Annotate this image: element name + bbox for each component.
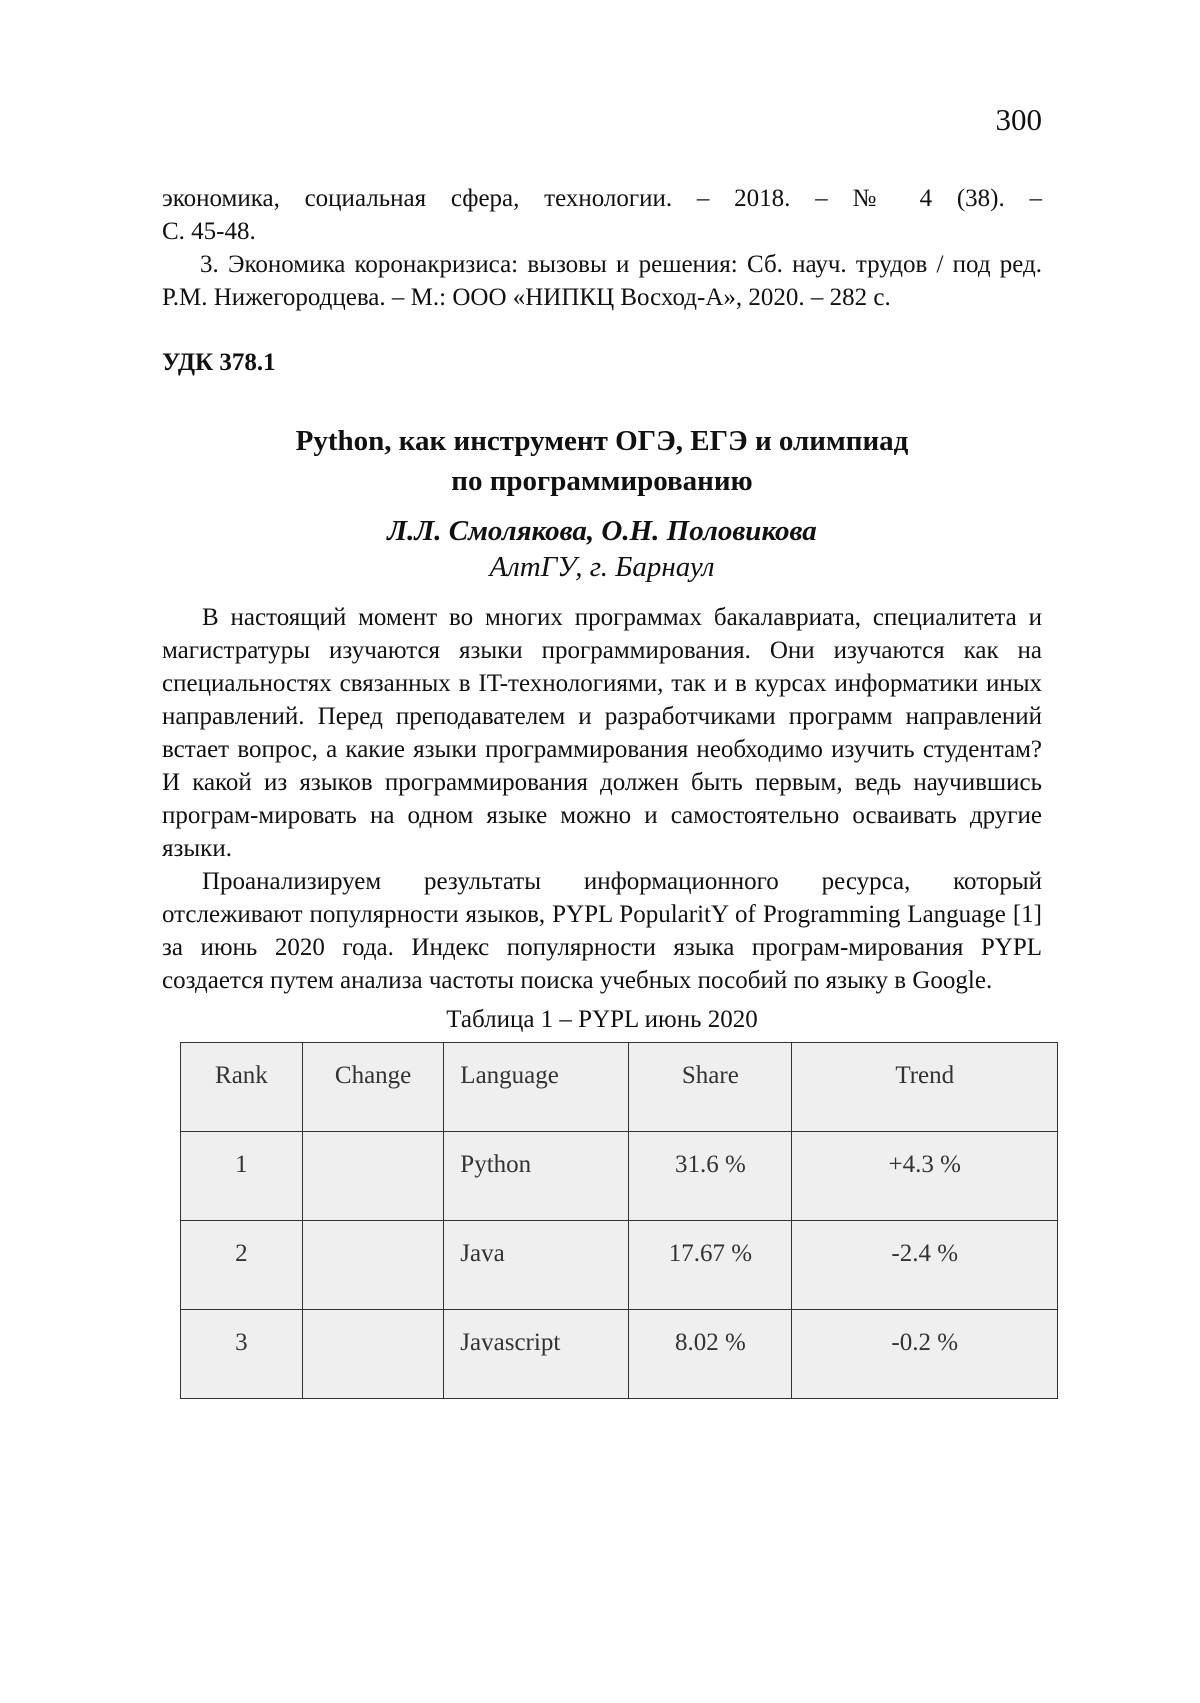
table-row — [181, 1310, 1058, 1399]
article-authors: Л.Л. Смолякова, О.Н. Половикова — [387, 515, 817, 547]
body-paragraph-2: Проанализируем результаты информационного ресурса, который отслеживают популярности языков, PYPL PopularitY of Programming Language [1] за июнь 2020 года. Индекс популярности языка програм-мирования PYPL создается путем анализа частоты поиска учебных пособий по языку в Google. — [162, 868, 1042, 994]
header-change: Change — [302, 1043, 443, 1132]
cell-change — [302, 1132, 443, 1221]
cell-language: Python — [444, 1132, 629, 1221]
udk-code: УДК 378.1 — [162, 349, 276, 376]
page-number: 300 — [995, 102, 1042, 137]
cell-share: 17.67 % — [629, 1221, 792, 1310]
article-title-line-2: по программированию — [451, 465, 753, 497]
reference-continuation-line-2: С. 45-48. — [162, 218, 256, 245]
cell-share: 31.6 % — [629, 1132, 792, 1221]
header-rank: Rank — [181, 1043, 303, 1132]
body-paragraph-1: В настоящий момент во многих программах бакалавриата, специалитета и магистратуры изучаются языки программирования. Они изучаются как на специальностях связанных в IT-технологиями, так и в курсах информатики иных направлений. Перед преподавателем и разработчиками программ направлений встает вопрос, а какие языки программирования необходимо изучить студентам? И какой из языков программирования должен быть первым, ведь научившись програм-мировать на одном языке можно и самостоятельно осваивать другие языки. — [162, 604, 1042, 862]
cell-change — [302, 1310, 443, 1399]
pypl-table — [180, 1042, 1058, 1399]
reference-continuation-line-1: экономика, социальная сфера, технологии. – 2018. – № 4 (38). – — [162, 185, 1042, 212]
table-caption: Таблица 1 – PYPL июнь 2020 — [446, 1006, 758, 1033]
cell-rank: 3 — [181, 1310, 303, 1399]
article-title — [162, 421, 1042, 501]
reference-continuation — [162, 182, 1042, 248]
header-trend: Trend — [792, 1043, 1058, 1132]
table-header-row — [181, 1043, 1058, 1132]
cell-trend: -0.2 % — [792, 1310, 1058, 1399]
cell-change — [302, 1221, 443, 1310]
article-title-line-1: Python, как инструмент ОГЭ, ЕГЭ и олимпиад — [295, 425, 909, 457]
cell-trend: +4.3 % — [792, 1132, 1058, 1221]
header-share: Share — [629, 1043, 792, 1132]
table-row — [181, 1132, 1058, 1221]
cell-rank: 1 — [181, 1132, 303, 1221]
cell-language: Java — [444, 1221, 629, 1310]
page-content — [162, 100, 1042, 1399]
header-language: Language — [444, 1043, 629, 1132]
table-row — [181, 1221, 1058, 1310]
cell-trend: -2.4 % — [792, 1221, 1058, 1310]
cell-language: Javascript — [444, 1310, 629, 1399]
cell-rank: 2 — [181, 1221, 303, 1310]
cell-share: 8.02 % — [629, 1310, 792, 1399]
reference-item-3: 3. Экономика коронакризиса: вызовы и решения: Сб. науч. трудов / под ред. Р.М. Нижегородцева. – М.: ООО «НИПКЦ Восход-А», 2020. – 282 с. — [162, 251, 1042, 311]
article-affiliation: АлтГУ, г. Барнаул — [489, 551, 715, 583]
